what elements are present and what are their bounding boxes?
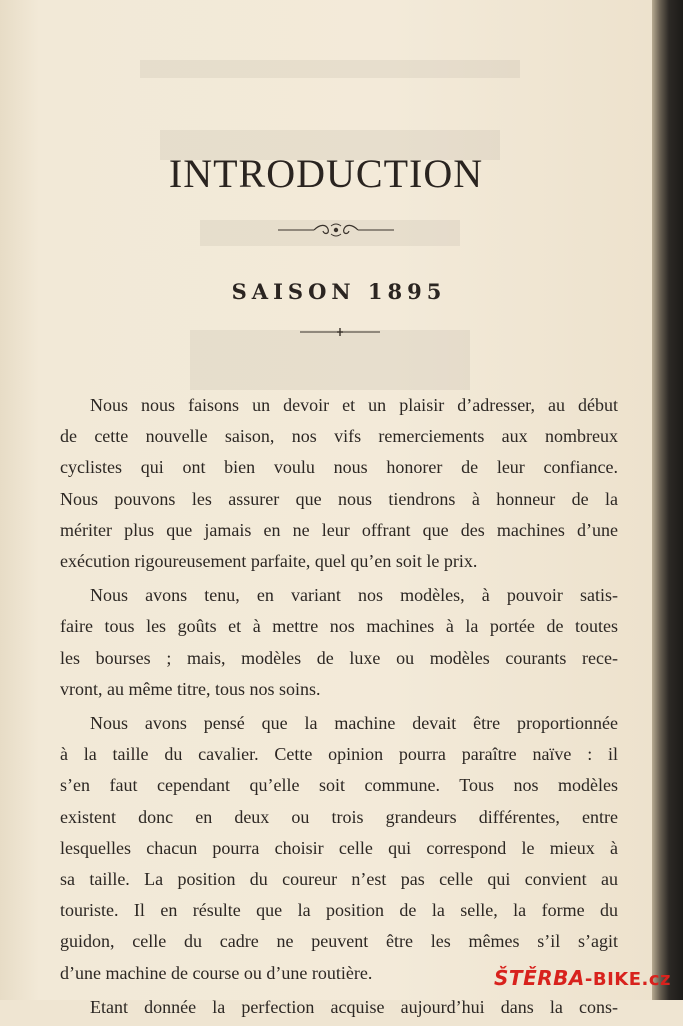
text-line: d’une machine de course ou d’une routière. <box>60 962 373 983</box>
text-line: de cette nouvelle saison, nos vifs remerciements aux nombreux <box>60 426 618 447</box>
paragraph <box>60 992 618 1023</box>
text-line: les bourses ; mais, modèles de luxe ou modèles courants rece- <box>60 647 618 668</box>
text-line: cyclistes qui ont bien voulu nous honorer de leur confiance. <box>60 457 618 478</box>
page-title: INTRODUCTION <box>168 151 484 196</box>
text-line: exécution rigoureusement parfaite, quel qu’en soit le prix. <box>60 551 478 572</box>
watermark-main-text: ŠTĚRBA <box>494 966 585 990</box>
text-line: Nous avons tenu, en variant nos modèles, à pouvoir satis- <box>90 585 618 606</box>
divider-rule <box>300 327 380 337</box>
text-line: faire tous les goûts et à mettre nos machines à la portée de toutes <box>60 616 618 637</box>
text-line: Nous nous faisons un devoir et un plaisir d’adresser, au début <box>90 395 618 415</box>
flourish-ornament-icon <box>276 222 396 238</box>
text-line: sa taille. La position du coureur n’est pas celle qui convient au <box>60 869 618 890</box>
text-line: à la taille du cavalier. Cette opinion pourra paraître naïve : il <box>60 744 618 765</box>
page-edge-shadow <box>652 0 683 1000</box>
paragraph <box>60 580 618 705</box>
season-heading: SAISON 1895 <box>231 279 447 304</box>
text-line: Etant donnée la perfection acquise aujourd’hui dans la cons- <box>90 996 618 1017</box>
text-line: mériter plus que jamais en ne leur offrant que des machines d’une <box>60 519 618 540</box>
text-line: Nous avons pensé que la machine devait être proportionnée <box>90 713 618 734</box>
bleed-through-shadow <box>120 60 540 440</box>
introduction-text <box>60 390 618 1026</box>
text-line: vront, au même titre, tous nos soins. <box>60 678 321 699</box>
paragraph <box>60 390 618 577</box>
paragraph <box>60 708 618 989</box>
text-line: lesquelles chacun pourra choisir celle qui correspond le mieux à <box>60 837 618 858</box>
site-watermark <box>494 966 671 990</box>
text-line: s’en faut cependant qu’elle soit commune. Tous nos modèles <box>60 775 618 796</box>
text-line: Nous pouvons les assurer que nous tiendrons à honneur de la <box>60 488 618 509</box>
text-line: existent donc en deux ou trois grandeurs différentes, entre <box>60 806 618 827</box>
watermark-domain-text: -BIKE.cz <box>584 969 671 990</box>
text-line: guidon, celle du cadre ne peuvent être les mêmes s’il s’agit <box>60 931 618 952</box>
text-line: touriste. Il en résulte que la position de la selle, la forme du <box>60 900 618 921</box>
